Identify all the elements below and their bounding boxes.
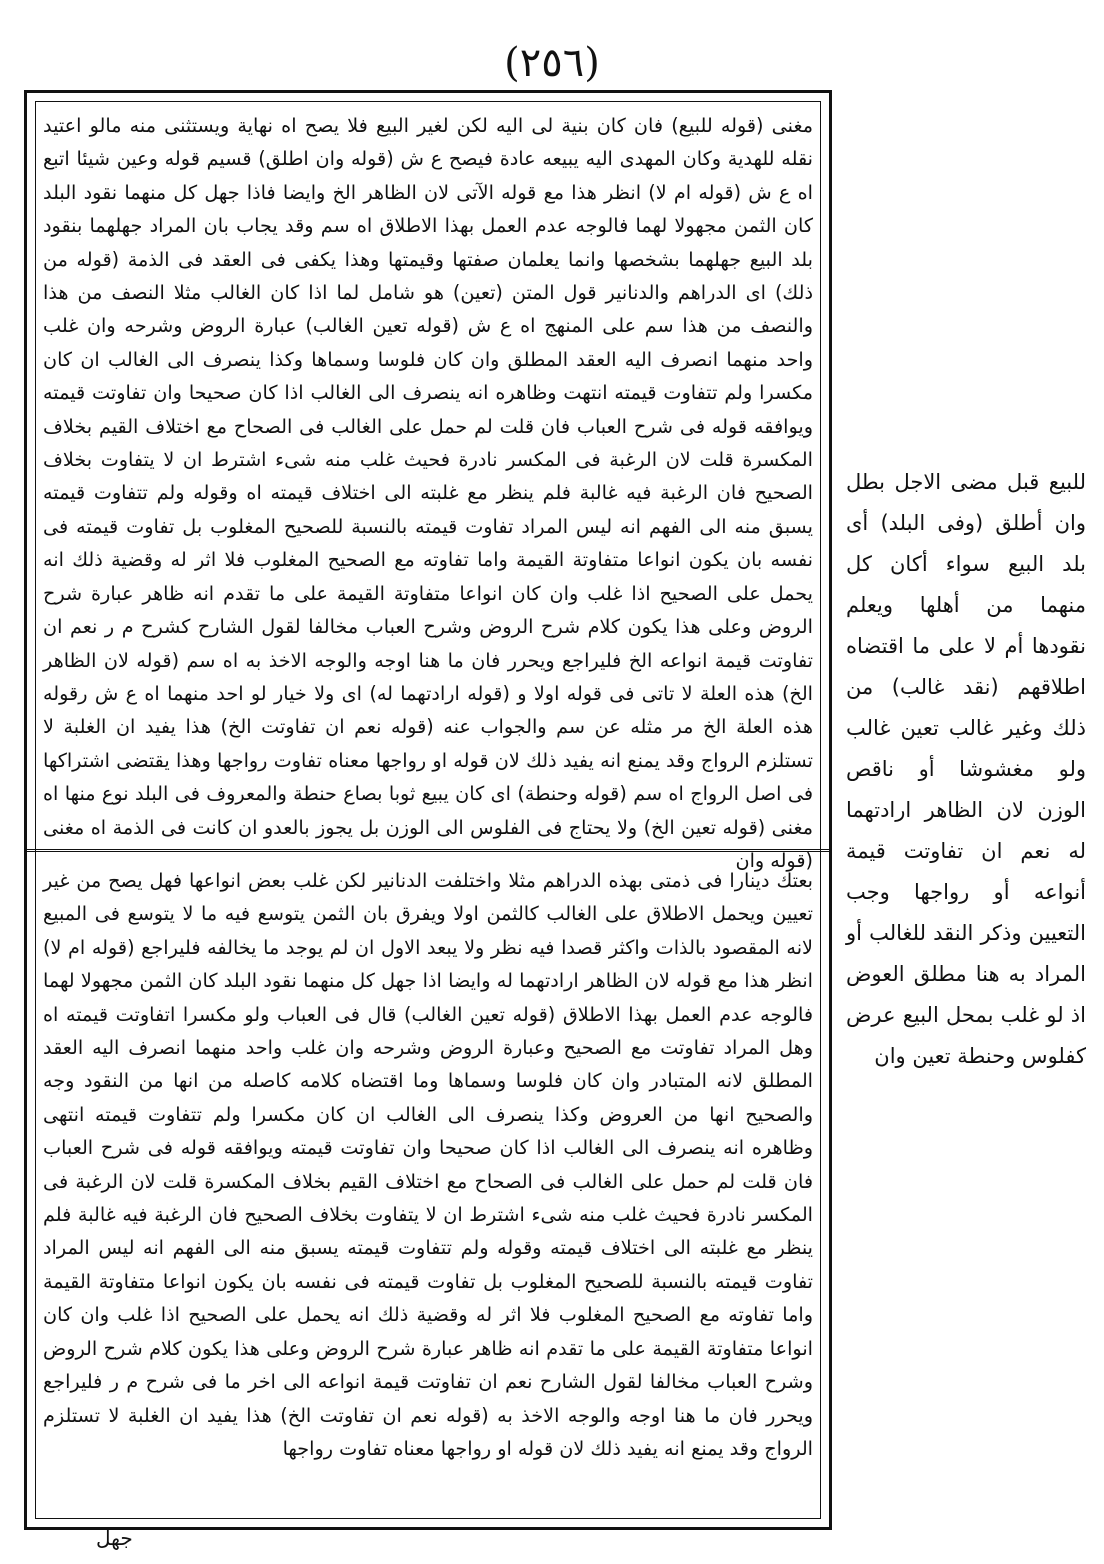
commentary-text-upper: مغنى (قوله للبيع) فان كان بنية لى اليه لكن لغير البيع فلا يصح اه نهاية ويستثنى منه مالو اعتيد نقله للهدية وكان المهدى اليه يبيعه عادة فيصح ع ش (قوله وان اطلق) قسيم قوله وعين شيئا اتبع اه ع ش (قوله ام لا) انظر هذا مع قوله الآتى لان الظاهر الخ وايضا فاذا جهل كل منهما نقود البلد كان الثمن مجهولا لهما فالوجه عدم العمل بهذا الاطلاق اه سم وقد يجاب بان المراد جهلهما بنقود بلد البيع جهلهما بشخصها وانما يعلمان صفتها وقيمتها وهذا يكفى فى العقد فى الذمة (قوله من ذلك) اى الدراهم والدنانير قول المتن (تعين) هو شامل لما اذا كان الغالب مثلا النصف من هذا والنصف من هذا سم على المنهج اه ع ش (قوله تعين الغالب) عبارة الروض وشرحه وان غلب واحد منهما انصرف اليه العقد المطلق وان كان فلوسا وسماها وكذا ينصرف الى الغالب ان كان مكسرا ولم تتفاوت قيمته انتهت وظاهره انه ينصرف الى الغالب اذا كان صحيحا وان تفاوتت قيمته ويوافقه قوله فى شرح العباب فان قلت لم حمل على الغالب فى الصحاح مع اختلاف القيم بخلاف المكسرة قلت لان الرغبة فى المكسر نادرة فحيث غلب منه شىء اشترط ان لا يتفاوت بخلاف الصحيح فان الرغبة فيه غالبة فلم ينظر مع غلبته الى اختلاف قيمته اه وقوله ولم تتفاوت قيمته يسبق منه الى الفهم انه ليس المراد تفاوت قيمته بالنسبة للصحيح المغلوب بل تفاوت قيمته فى نفسه بان يكون انواعا متفاوتة القيمة واما تفاوته مع الصحيح المغلوب فلا اثر له وقضية ذلك انه يحمل على الصحيح اذا غلب وان كان انواعا متفاوتة القيمة على ما تقدم انه ظاهر عبارة شرح الروض وعلى هذا يكون كلام شرح الروض وشرح العباب مخالفا لقول الشارح كشرح م ر نعم ان تفاوتت قيمة انواعه الخ فليراجع ويحرر فان ما هنا اوجه والوجه الاخذ به اه سم (قوله لان الظاهر الخ) هذه العلة لا تاتى فى قوله اولا و (قوله ارادتهما له) اى ولا خيار لو احد منهما اه ع ش رقوله هذه العلة الخ مر مثله عن سم والجواب عنه (قوله نعم ان تفاوتت الخ) هذا يفيد ان الغلبة لا تستلزم الرواج وقد يمنع انه يفيد ذلك لان قوله او رواجها معناه تفاوت رواجها وهذا يقتضى اشتراكها فى اصل الرواج اه سم (قوله وحنطة) اى كان يبيع ثوبا بصاع حنطة والمعروف فى البلد نوع منها اه مغنى (قوله تعين الخ) ولا يحتاج فى الفلوس الى الوزن بل يجوز بالعدو ان كانت فى الذمة اه مغنى (قوله وان: [43, 114, 813, 872]
commentary-text-lower: بعتك دينارا فى ذمتى بهذه الدراهم مثلا واختلفت الدنانير لكن غلب بعض انواعها فهل يصح من غير تعيين ويحمل الاطلاق على الغالب كالثمن اولا ويفرق بان الثمن يتوسع فيه ما لا يتوسع فى المبيع لانه المقصود بالذات واكثر قصدا فيه نظر ولا يبعد الاول ان لم يوجد ما يخالفه فليراجع (قوله ام لا) انظر هذا مع قوله لان الظاهر ارادتهما له وايضا اذا جهل كل منهما نقود البلد كان الثمن مجهولا لهما فالوجه عدم العمل بهذا الاطلاق (قوله تعين الغالب) قال فى العباب ولو مكسرا اتفاوتت قيمته اه وهل المراد تفاوتت مع الصحيح وعبارة الروض وشرحه وان غلب واحد منهما انصرف اليه العقد المطلق لانه المتبادر وان كان فلوسا وسماها وما اقتضاه كلامه كاصله من انها من النقود وجه والصحيح انها من العروض وكذا ينصرف الى الغالب ان كان مكسرا ولم تتفاوت قيمته انتهى وظاهره انه ينصرف الى الغالب اذا كان صحيحا وان تفاوتت قيمته ويوافقه قوله فى شرح العباب فان قلت لم حمل على الغالب فى الصحاح مع اختلاف القيم بخلاف المكسرة قلت لان الرغبة فى المكسر نادرة فحيث غلب منه شىء اشترط ان لا يتفاوت بخلاف الصحيح فان الرغبة فيه غالبة فلم ينظر مع غلبته الى اختلاف قيمته وقوله ولم تتفاوت قيمته يسبق منه الى الفهم انه ليس المراد تفاوت قيمته بالنسبة للصحيح المغلوب بل تفاوت قيمته فى نفسه بان يكون انواعا متفاوتة القيمة واما تفاوته مع الصحيح المغلوب فلا اثر له وقضية ذلك انه يحمل على الصحيح اذا غلب وان كان انواعا متفاوتة القيمة على ما تقدم انه ظاهر عبارة شرح الروض وعلى هذا يكون كلام شرح الروض وشرح العباب مخالفا لقول الشارح نعم ان تفاوتت قيمة انواعه الى اخر ما فى شرح م ر فليراجع ويحرر فان ما هنا اوجه والوجه الاخذ به (قوله نعم ان تفاوتت الخ) هذا يفيد ان الغلبة لا تستلزم الرواج وقد يمنع انه يفيد ذلك لان قوله او رواجها معناه تفاوت رواجها: [43, 869, 813, 1460]
catchword: جهل: [96, 1526, 133, 1550]
page-number: (٢٥٦): [504, 40, 600, 86]
block-divider: [27, 849, 829, 852]
commentary-block-upper: [43, 109, 813, 872]
commentary-frame: [24, 90, 832, 1530]
main-text-column: [846, 462, 1086, 1182]
commentary-block-lower: [43, 864, 813, 1514]
main-text: للبيع قبل مضى الاجل بطل وان أطلق (وفى البلد) أى بلد البيع سواء أكان كل منهما من أهلها ويعلم نقودها أم لا على ما اقتضاه اطلاقهم (نقد غالب) من ذلك وغير غالب تعين غالب ولو مغشوشا أو ناقص الوزن لان الظاهر ارادتهما له نعم ان تفاوتت قيمة أنواعه أو رواجها وجب التعيين وذكر النقد للغالب أو المراد به هنا مطلق العوض اذ لو غلب بمحل البيع عرض كفلوس وحنطة تعين وان: [846, 470, 1086, 1068]
